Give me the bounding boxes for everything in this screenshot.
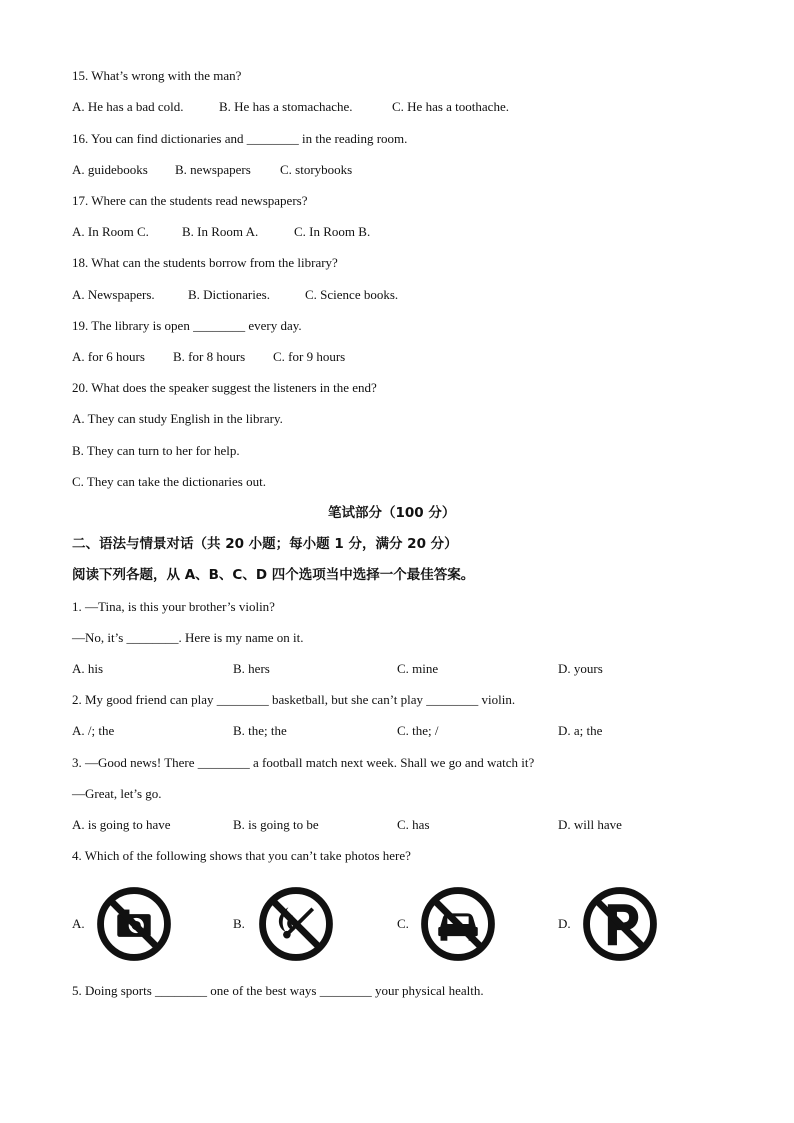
no-fire-icon xyxy=(258,886,334,962)
grammar-q4-option-d: D. xyxy=(558,916,571,931)
grammar-q4: 4. Which of the following shows that you can’t take photos here? xyxy=(72,848,411,863)
option-15c: C. He has a toothache. xyxy=(392,99,509,114)
option-19a: A. for 6 hours xyxy=(72,349,145,364)
option-19b: B. for 8 hours xyxy=(173,349,246,364)
option-17c: C. In Room B. xyxy=(294,224,371,239)
option-17b: B. In Room A. xyxy=(182,224,259,239)
question-19: 19. The library is open ________ every day. xyxy=(72,318,302,333)
no-camera-icon xyxy=(96,886,172,962)
option-18c: C. Science books. xyxy=(305,287,399,302)
question-17: 17. Where can the students read newspapers? xyxy=(72,193,308,208)
written-part-title: 笔试部分（100 分） xyxy=(328,505,456,521)
grammar-q2-option-a: A. /; the xyxy=(72,723,115,738)
grammar-q2-option-d: D. a; the xyxy=(558,723,603,738)
section2-heading: 二、语法与情景对话（共 20 小题；每小题 1 分，满分 20 分） xyxy=(72,536,458,552)
grammar-q3-option-a: A. is going to have xyxy=(72,817,171,832)
grammar-q1-line2: —No, it’s ________. Here is my name on it. xyxy=(72,630,304,645)
grammar-q3-option-d: D. will have xyxy=(558,817,622,832)
no-parking-icon xyxy=(582,886,658,962)
grammar-q2: 2. My good friend can play ________ basketball, but she can’t play ________ violin. xyxy=(72,692,516,707)
grammar-q4-option-a: A. xyxy=(72,916,85,931)
option-20a: A. They can study English in the library. xyxy=(72,411,283,426)
question-16: 16. You can find dictionaries and ________ in the reading room. xyxy=(72,131,408,146)
option-16c: C. storybooks xyxy=(280,162,353,177)
option-20b: B. They can turn to her for help. xyxy=(72,443,240,458)
grammar-q4-option-c: C. xyxy=(397,916,409,931)
grammar-q5: 5. Doing sports ________ one of the best ways ________ your physical health. xyxy=(72,983,484,998)
grammar-q1-line1: 1. —Tina, is this your brother’s violin? xyxy=(72,599,275,614)
grammar-q1-option-d: D. yours xyxy=(558,661,603,676)
grammar-q2-option-c: C. the; / xyxy=(397,723,439,738)
option-16a: A. guidebooks xyxy=(72,162,148,177)
option-19c: C. for 9 hours xyxy=(273,349,346,364)
grammar-q2-option-b: B. the; the xyxy=(233,723,287,738)
no-car-icon xyxy=(420,886,496,962)
grammar-q1-option-c: C. mine xyxy=(397,661,439,676)
option-18b: B. Dictionaries. xyxy=(188,287,270,302)
question-15: 15. What’s wrong with the man? xyxy=(72,68,242,83)
section2-instruction: 阅读下列各题，从 A、B、C、D 四个选项当中选择一个最佳答案。 xyxy=(72,567,475,583)
option-17a: A. In Room C. xyxy=(72,224,149,239)
option-18a: A. Newspapers. xyxy=(72,287,155,302)
option-16b: B. newspapers xyxy=(175,162,251,177)
grammar-q3-line1: 3. —Good news! There ________ a football match next week. Shall we go and watch it? xyxy=(72,755,535,770)
option-15b: B. He has a stomachache. xyxy=(219,99,353,114)
grammar-q3-option-b: B. is going to be xyxy=(233,817,319,832)
grammar-q3-line2: —Great, let’s go. xyxy=(72,786,162,801)
option-20c: C. They can take the dictionaries out. xyxy=(72,474,266,489)
option-15a: A. He has a bad cold. xyxy=(72,99,184,114)
grammar-q1-option-b: B. hers xyxy=(233,661,270,676)
grammar-q3-option-c: C. has xyxy=(397,817,430,832)
grammar-q4-option-b: B. xyxy=(233,916,245,931)
question-18: 18. What can the students borrow from the library? xyxy=(72,255,338,270)
question-20: 20. What does the speaker suggest the listeners in the end? xyxy=(72,380,377,395)
grammar-q1-option-a: A. his xyxy=(72,661,104,676)
